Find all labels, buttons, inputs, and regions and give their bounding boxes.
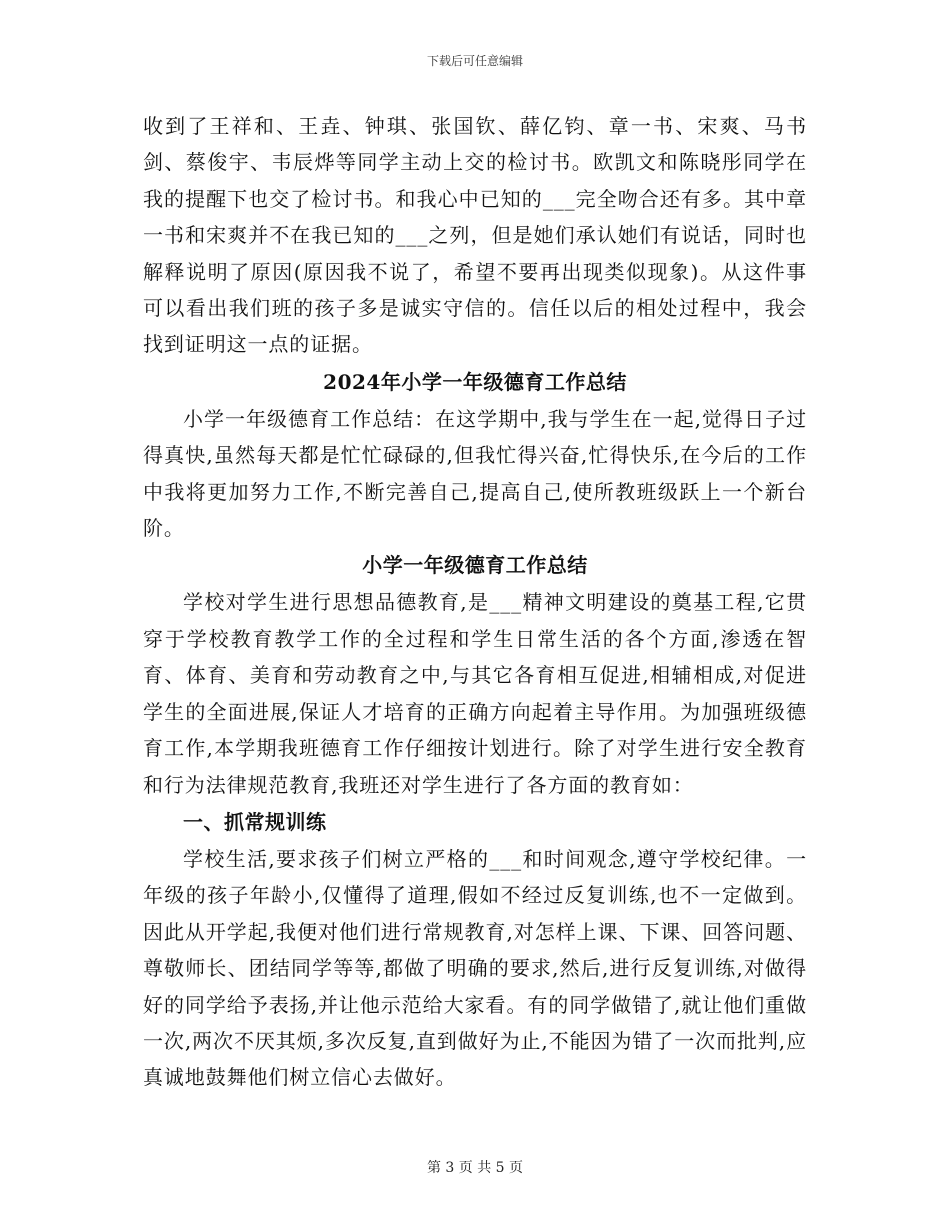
page-footer: 第 3 页 共 5 页	[426, 1160, 524, 1176]
paragraph-moral-education: 学校对学生进行思想品德教育,是___精神文明建设的奠基工程,它贯穿于学校教育教学工作的全过程和学生日常生活的各个方面,渗透在智育、体育、美育和劳动教育之中,与其它各育相互促进,相辅相成,对促进学生的全面进展,保证人才培育的正确方向起着主导作用。为加强班级德育工作,本学期我班德育工作仔细按计划进行。除了对学生进行安全教育和行为法律规范教育,我班还对学生进行了各方面的教育如：	[143, 590, 807, 797]
paragraph-routine-training: 学校生活,要求孩子们树立严格的___和时间观念,遵守学校纪律。一年级的孩子年龄小,仅懂得了道理,假如不经过反复训练,也不一定做到。因此从开学起,我便对他们进行常规教育,对怎样上课、下课、回答问题、尊敬师长、团结同学等等,都做了明确的要求,然后,进行反复训练,对做得好的同学给予表扬,并让他示范给大家看。有的同学做错了,就让他们重做一次,两次不厌其烦,多次反复,直到做好为止,不能因为错了一次而批判,应真诚地鼓舞他们树立信心去做好。	[143, 846, 807, 1090]
document-body	[143, 108, 807, 1096]
subheading-routine-training: 一、抓常规训练	[183, 809, 327, 834]
page-header: 下载后可任意编辑	[426, 54, 523, 68]
section-title: 小学一年级德育工作总结	[362, 553, 588, 578]
paragraph-continuation: 收到了王祥和、王垚、钟琪、张国钦、薛亿钧、章一书、宋爽、马书剑、蔡俊宇、韦辰烨等同学主动上交的检讨书。欧凯文和陈晓彤同学在我的提醒下也交了检讨书。和我心中已知的___完全吻合还有多。其中章一书和宋爽并不在我已知的___之列，但是她们承认她们有说话，同时也解释说明了原因(原因我不说了，希望不要再出现类似现象)。从这件事可以看出我们班的孩子多是诚实守信的。信任以后的相处过程中，我会找到证明这一点的证据。	[143, 114, 807, 357]
paragraph-summary-intro: 小学一年级德育工作总结：在这学期中,我与学生在一起,觉得日子过得真快,虽然每天都是忙忙碌碌的,但我忙得兴奋,忙得快乐,在今后的工作中我将更加努力工作,不断完善自己,提高自己,使所教班级跃上一个新台阶。	[143, 406, 807, 541]
section-title-2024: 2024年小学一年级德育工作总结	[323, 369, 627, 394]
